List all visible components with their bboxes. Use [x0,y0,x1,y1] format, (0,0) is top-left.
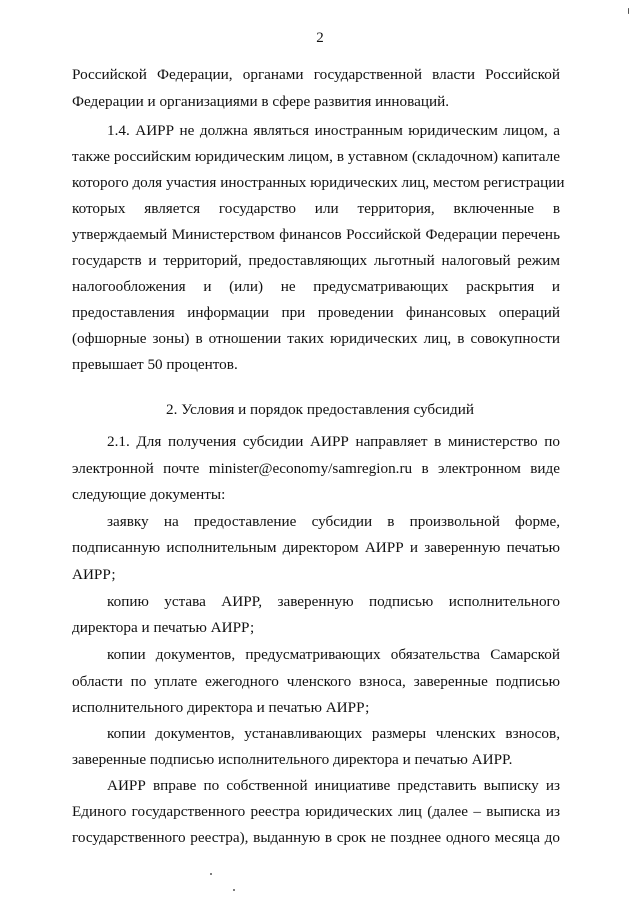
section-heading: 2. Условия и порядок предоставления субсидий [166,401,474,418]
scan-speck [210,873,212,875]
text-line: Федерации и организациями в сфере развития инноваций. [72,93,450,110]
text-line: утверждаемый Министерством финансов Российской Федерации перечень [72,226,560,243]
text-line: (офшорные зоны) в отношении таких юридических лиц, в совокупности [72,330,560,347]
text-line: заявку на предоставление субсидии в произвольной форме, [107,513,560,530]
text-line: также российским юридическим лицом, в уставном (складочном) капитале [72,148,560,165]
text-line: следующие документы: [72,486,226,503]
text-line: копии документов, предусматривающих обязательства Самарской [107,646,560,663]
text-line: государственного реестра), выданную в срок не позднее одного месяца до [72,829,560,846]
text-line: Российской Федерации, органами государственной власти Российской [72,66,560,83]
text-line: 2.1. Для получения субсидии АИРР направляет в министерство по [107,433,560,450]
text-line: Единого государственного реестра юридических лиц (далее – выписка из [72,803,560,820]
text-line: государств и территорий, предоставляющих льготный налоговый режим [72,252,560,269]
text-line: директора и печатью АИРР; [72,619,255,636]
text-line: исполнительного директора и печатью АИРР; [72,699,370,716]
scan-speck [628,8,629,14]
text-line: 1.4. АИРР не должна являться иностранным юридическим лицом, а [107,122,560,139]
text-line: предоставления информации при проведении финансовых операций [72,304,560,321]
text-line: которого доля участия иностранных юридических лиц, местом регистрации [72,174,565,191]
text-line: области по уплате ежегодного членского взноса, заверенные подписью [72,673,560,690]
scan-speck [233,889,235,891]
text-line: превышает 50 процентов. [72,356,238,373]
text-line: подписанную исполнительным директором АИРР и заверенную печатью [72,539,560,556]
page-number: 2 [316,30,324,46]
text-line: налогообложения и (или) не предусматривающих раскрытия и [72,278,560,295]
text-line: копию устава АИРР, заверенную подписью исполнительного [107,593,560,610]
text-line: электронной почте minister@economy/samregion.ru в электронном виде [72,460,560,477]
text-line: АИРР; [72,566,116,583]
text-line: заверенные подписью исполнительного директора и печатью АИРР. [72,751,513,768]
text-line: АИРР вправе по собственной инициативе представить выписку из [107,777,560,794]
text-line: которых является государство или территория, включенные в [72,200,560,217]
text-line: копии документов, устанавливающих размеры членских взносов, [107,725,560,742]
